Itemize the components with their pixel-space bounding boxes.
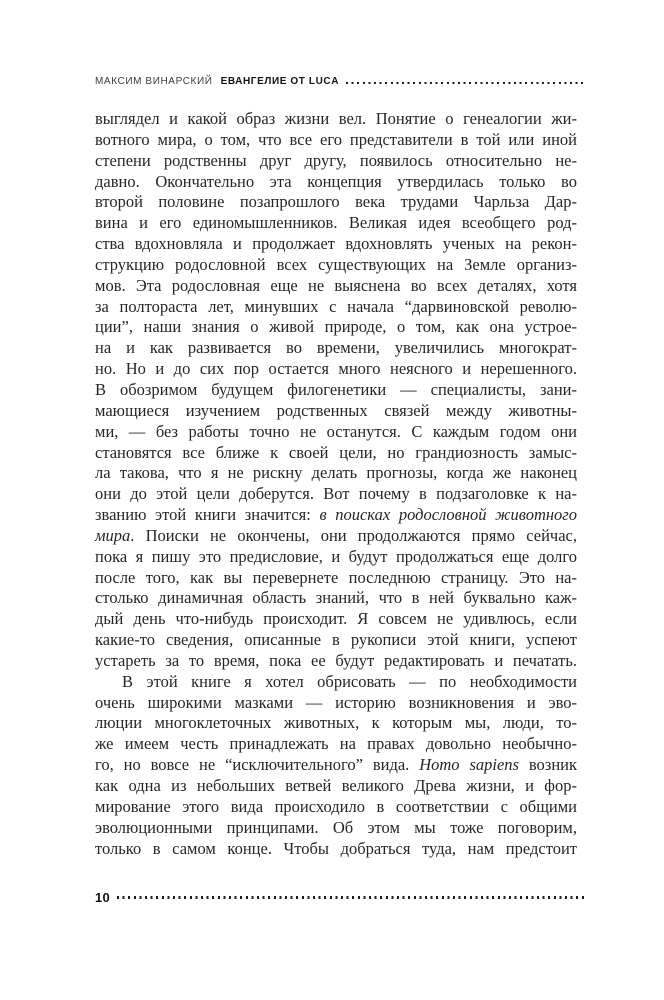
body-line: ми, — без работы точно не останутся. С каждым годом они [95,421,577,441]
body-line: В обозримом будущем филогенетики — специалисты, зани- [95,379,577,399]
body-line: мира. Поиски не окончены, они продолжаются прямо сейчас, [95,525,577,545]
running-head-book-title: ЕВАНГЕЛИЕ ОТ LUCA [220,76,340,87]
body-line: эволюционными принципами. Об этом мы тоже поговорим, [95,817,577,837]
body-line: го, но вовсе не “исключительного” вида. Homo sapiens возник [95,755,577,775]
body-line: после того, как вы перевернете последнюю страницу. Это на- [95,567,577,587]
body-line: струкцию родословной всех существующих на Земле организ- [95,254,577,274]
body-line: становятся все ближе к своей цели, но грандиозность замыс- [95,442,577,462]
page-header [95,76,584,88]
body-line: мирование этого вида происходило в соответствии с общими [95,796,577,816]
body-line: устареть за то время, пока ее будут редактировать и печатать. [95,650,577,670]
body-line: ции”, наши знания о живой природе, о том, как она устрое- [95,317,577,337]
body-line: столько динамичная область знаний, что в ней буквально каж- [95,588,577,608]
header-dotted-leader [346,82,584,84]
body-line: второй половине позапрошлого века трудами Чарльза Дар- [95,192,577,212]
page-footer [95,889,584,906]
body-line: ства вдохновляла и продолжает вдохновлять ученых на рекон- [95,234,577,254]
body-line: дый день что-нибудь происходит. Я совсем не удивлюсь, если [95,609,577,629]
body-line: как одна из небольших ветвей великого Древа жизни, и фор- [95,776,577,795]
body-line: на и как развивается во времени, увеличились многократ- [95,338,577,358]
footer-dotted-leader [117,896,584,899]
body-line: В этой книге я хотел обрисовать — по необходимости [122,671,577,691]
body-line: званию этой книги значится: в поисках родословной животного [95,505,577,525]
body-line: люции многоклеточных животных, к которым мы, люди, то- [95,713,577,733]
body-line: выглядел и какой образ жизни вел. Понятие о генеалогии жи- [95,109,577,128]
page-body [95,109,577,859]
running-head-author: МАКСИМ ВИНАРСКИЙ [95,76,213,87]
body-line: степени родственны друг другу, появилось относительно не- [95,150,577,170]
body-line: же имеем честь принадлежать на правах довольно необычно- [95,734,577,754]
body-line: пока я пишу это предисловие, и будут продолжаться еще долго [95,546,577,566]
body-line: мов. Эта родословная еще не выяснена во всех деталях, хотя [95,275,577,295]
body-line: давно. Окончательно эта концепция утвердилась только во [95,171,577,191]
page-number: 10 [95,890,111,905]
body-line: они до этой цели доберутся. Вот почему в подзаголовке к на- [95,484,577,504]
body-line: ла такова, что я не рискну делать прогнозы, когда же наконец [95,463,577,483]
body-line: вина и его единомышленников. Великая идея всеобщего род- [95,213,577,233]
body-line: какие-то сведения, описанные в рукописи этой книги, успеют [95,630,577,650]
body-line: только в самом конце. Чтобы добраться туда, нам предстоит [95,838,577,858]
body-line: мающиеся изучением родственных связей между животны- [95,400,577,420]
body-line: за полтораста лет, минувших с начала “дарвиновской револю- [95,296,577,316]
body-line: но. Но и до сих пор остается много неясного и нерешенного. [95,359,577,379]
body-line: вотного мира, о том, что все его представители в той или иной [95,129,577,149]
body-line: очень широкими мазками — историю возникновения и эво- [95,692,577,712]
